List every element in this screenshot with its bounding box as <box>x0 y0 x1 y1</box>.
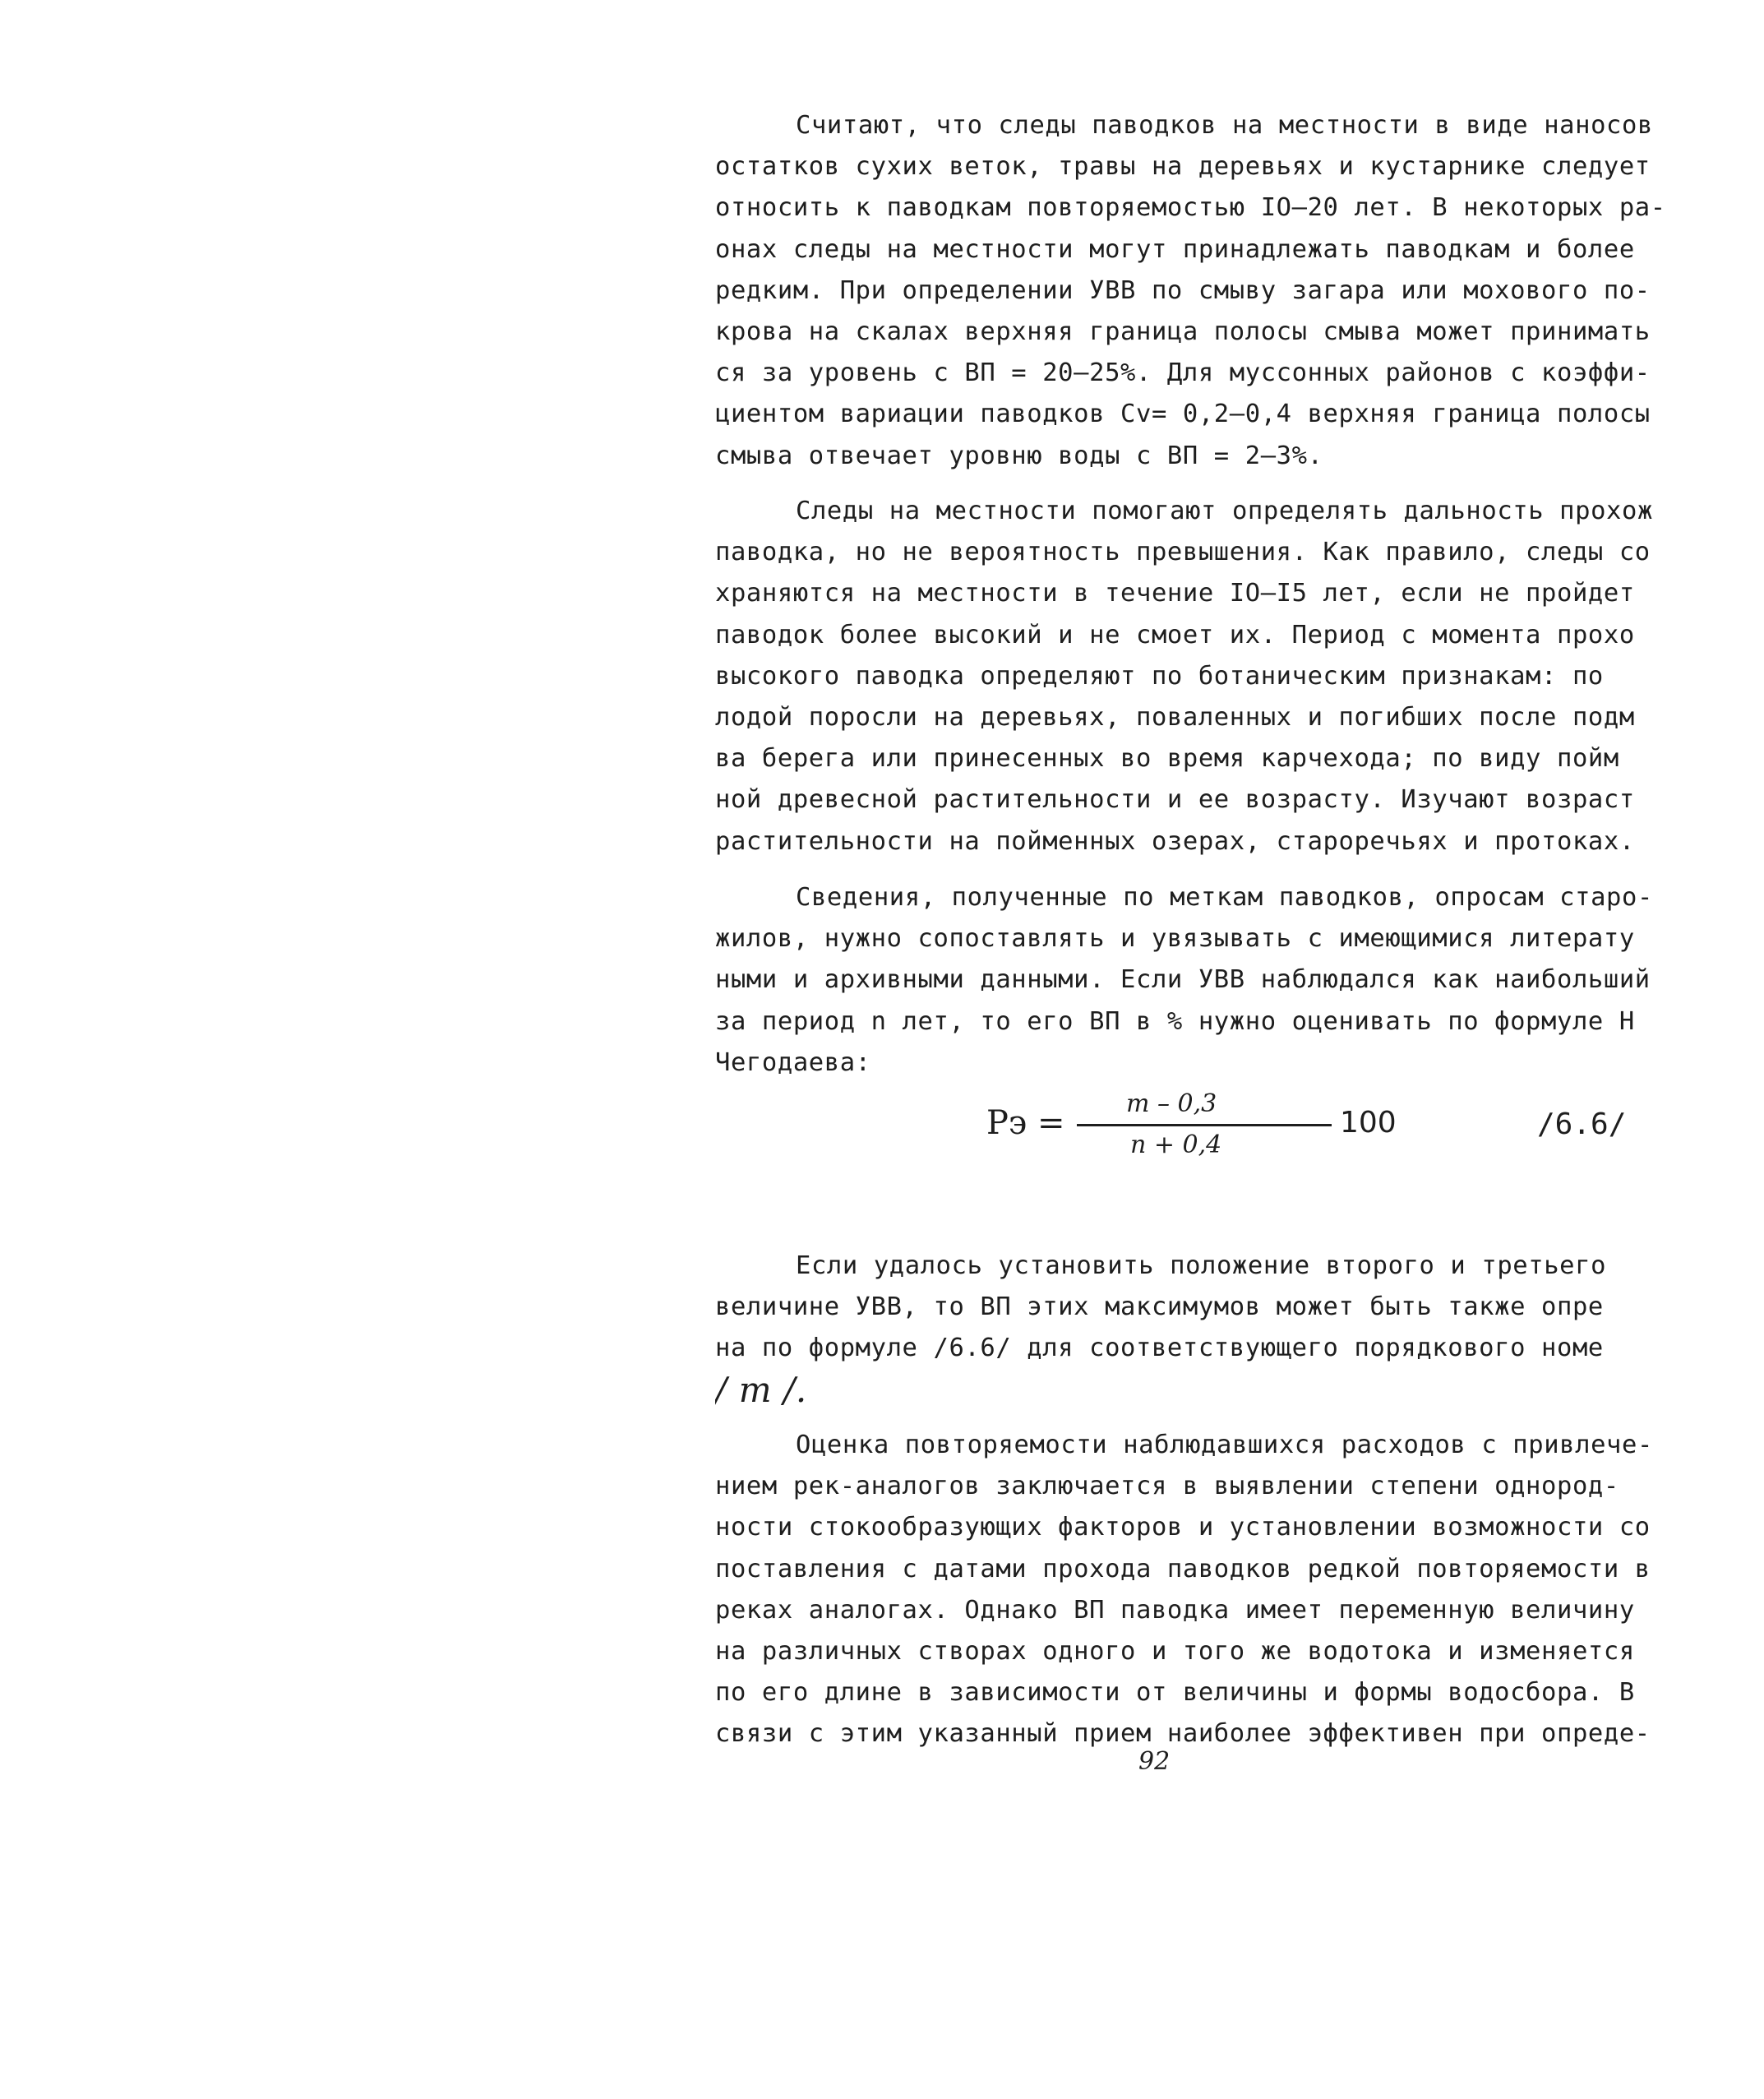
formula-numerator: m – 0,3 <box>1126 1089 1217 1118</box>
text-line: храняются на местности в течение IO–I5 лет, если не пройдет <box>715 579 1635 608</box>
paragraph-4 <box>715 1246 1710 1411</box>
text-line: Считают, что следы паводков на местности в виде наносов <box>796 111 1653 140</box>
text-line: жилов, нужно сопоставлять и увязывать с имеющимися литерату <box>715 924 1635 954</box>
text-line: ными и архивными данными. Если УВВ наблюдался как наибольший <box>715 965 1651 995</box>
text-line: циентом вариации паводков Cv= 0,2–0,4 верхняя граница полосы <box>715 400 1651 429</box>
text-line: величине УВВ, то ВП этих максимумов может быть также опре <box>715 1292 1604 1322</box>
paragraph-2 <box>715 491 1710 862</box>
page-number: 92 <box>1138 1747 1171 1776</box>
text-line: Сведения, полученные по меткам паводков, опросам старо- <box>796 883 1653 912</box>
text-line: растительности на пойменных озерах, староречьях и протоках. <box>715 826 1635 856</box>
text-line: / m /. <box>715 1369 807 1410</box>
text-line: связи с этим указанный прием наиболее эффективен при опреде- <box>715 1719 1651 1749</box>
paragraph-1 <box>715 105 1710 477</box>
text-line: на различных створах одного и того же водотока и изменяется <box>715 1637 1635 1667</box>
text-line: паводка, но не вероятность превышения. Как правило, следы со <box>715 538 1651 567</box>
text-line: ной древесной растительности и ее возрасту. Изучают возраст <box>715 785 1635 815</box>
text-line: Оценка повторяемости наблюдавшихся расходов с привлече- <box>796 1431 1653 1459</box>
paragraph-5 <box>715 1425 1710 1755</box>
text-line: крова на скалах верхняя граница полосы смыва может принимать <box>715 317 1651 347</box>
text-line: паводок более высокий и не смоет их. Период с момента прохо <box>715 620 1635 650</box>
text-line: ся за уровень с ВП = 20–25%. Для муссонных районов с коэффи- <box>715 358 1651 388</box>
text-line: онах следы на местности могут принадлежать паводкам и более <box>715 234 1635 264</box>
text-line: реках аналогах. Однако ВП паводка имеет переменную величину <box>715 1595 1635 1625</box>
formula-lhs: Pэ = <box>986 1104 1065 1142</box>
formula-6-6 <box>986 1089 1710 1163</box>
paragraph-3 <box>715 877 1710 1084</box>
text-line: Чегодаева: <box>715 1047 871 1077</box>
text-line: лодой поросли на деревьях, поваленных и погибших после подм <box>715 703 1635 733</box>
text-line: на по формуле /6.6/ для соответствующего порядкового номе <box>715 1334 1604 1363</box>
text-line: высокого паводка определяют по ботаническим признакам: по <box>715 661 1604 691</box>
text-line: редким. При определении УВВ по смыву загара или мохового по- <box>715 275 1651 305</box>
text-line: за период n лет, то его ВП в % нужно оценивать по формуле Н <box>715 1006 1635 1036</box>
text-line: ва берега или принесенных во время карчехода; по виду пойм <box>715 744 1619 774</box>
text-line: относить к паводкам повторяемостью IO–20 лет. В некоторых ра- <box>715 193 1666 223</box>
formula-multiplier: 100 <box>1340 1106 1397 1140</box>
text-line: ности стокообразующих факторов и установлении возможности со <box>715 1513 1651 1542</box>
formula-fraction <box>1077 1089 1332 1163</box>
text-line: смыва отвечает уровню воды с ВП = 2–3%. <box>715 441 1323 470</box>
text-line: остатков сухих веток, травы на деревьях и кустарнике следует <box>715 152 1651 182</box>
text-line: Следы на местности помогают определять дальность прохож <box>796 497 1653 525</box>
text-line: нием рек-аналогов заключается в выявлении степени однород- <box>715 1472 1619 1501</box>
fraction-bar <box>1077 1124 1332 1126</box>
formula-number: /6.6/ <box>1537 1107 1627 1141</box>
text-line: по его длине в зависимости от величины и формы водосбора. В <box>715 1678 1635 1708</box>
text-line: Если удалось установить положение второго и третьего <box>796 1251 1607 1280</box>
text-line: поставления с датами прохода паводков редкой повторяемости в <box>715 1554 1651 1583</box>
formula-denominator: n + 0,4 <box>1130 1130 1222 1159</box>
